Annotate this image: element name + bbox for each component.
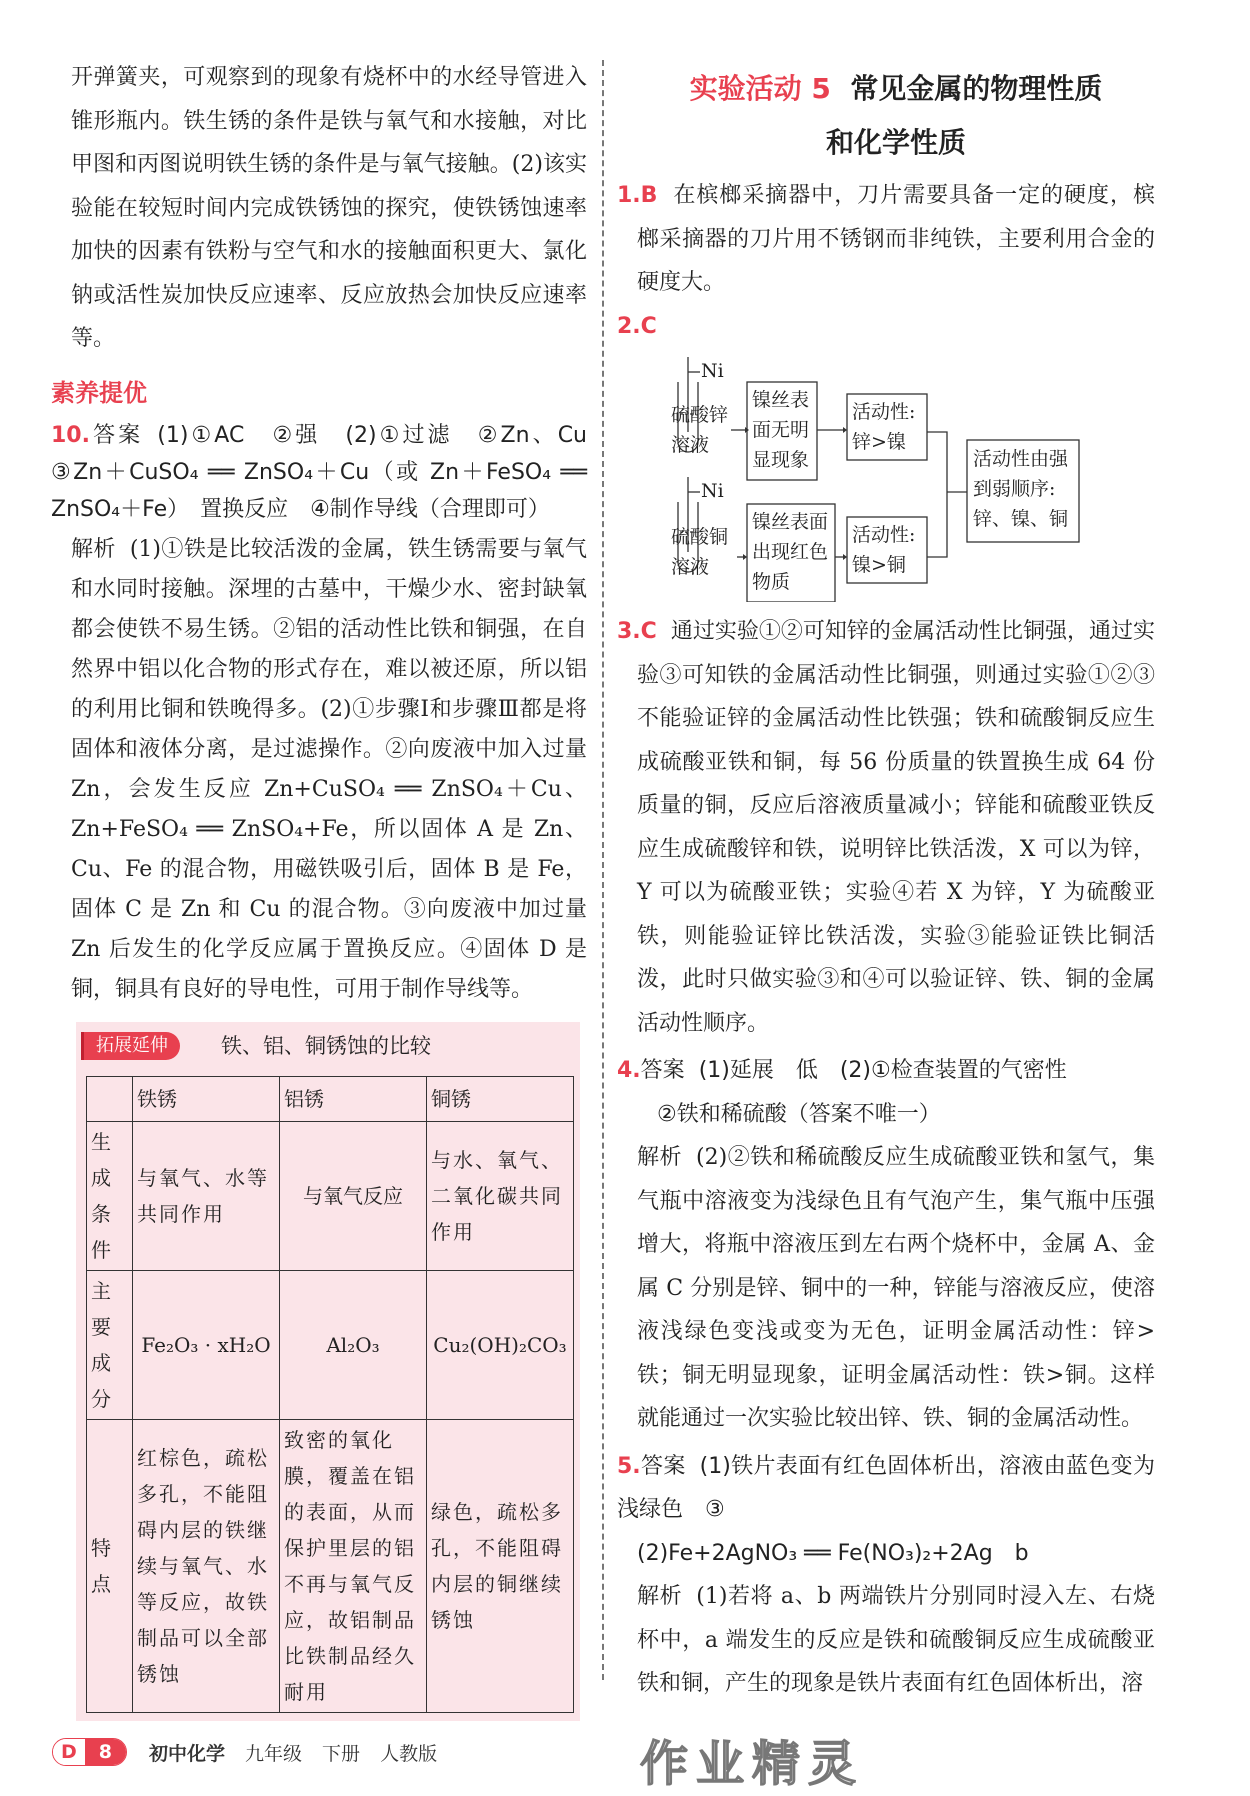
footer-subject: 初中化学 <box>149 1742 226 1765</box>
solution-label-1a: 硫酸锌 <box>671 404 729 426</box>
answer-label: 答案 <box>89 422 144 448</box>
table-cell: 与氧气、水等共同作用 <box>133 1121 280 1270</box>
footer-volume: 下册 <box>322 1742 361 1765</box>
solution-label-2a: 硫酸铜 <box>671 526 729 548</box>
q5-answer <box>617 1445 1155 1576</box>
title-line-2: 和化学性质 <box>825 126 966 159</box>
q1-number: 1.B <box>617 183 658 208</box>
analysis-label: 解析 <box>71 536 116 562</box>
analysis-label: 解析 <box>637 1145 683 1170</box>
analysis-label: 解析 <box>637 1584 683 1609</box>
table-header: 铜锈 <box>427 1076 574 1121</box>
q10-analysis <box>71 530 587 1010</box>
extension-tag: 拓展延伸 <box>81 1032 180 1060</box>
table-header: 铁锈 <box>133 1076 280 1121</box>
q1 <box>617 174 1155 305</box>
footer-grade: 九年级 <box>245 1742 303 1765</box>
result-2: 镍丝表面 出现红色 物质 <box>752 511 829 593</box>
q3-number: 3.C <box>617 619 657 644</box>
metal-label-2: Ni <box>701 480 724 502</box>
table-cell: 绿色，疏松多孔，不能阻碍内层的铜继续锈蚀 <box>427 1419 574 1712</box>
q10-number: 10. <box>51 422 90 448</box>
answer-label: 答案 <box>640 1453 686 1479</box>
q4-answer-line-2: ②铁和稀硫酸（答案不唯一） <box>657 1101 941 1127</box>
q2 <box>617 305 1155 349</box>
q10-answer-text: (1)①AC ②强 (2)①过滤 ②Zn、Cu ③Zn＋CuSO₄ ══ ZnSO₄＋Cu（或 Zn＋FeSO₄ ══ ZnSO₄＋Fe） 置换反应 ④制作导线（合理即可） <box>51 422 610 522</box>
q10-answer <box>51 417 610 528</box>
q5-analysis-text: (1)若将 a、b 两端铁片分别同时浸入左、右烧杯中，a 端发生的反应是铁和硫酸铜反应生成硫酸亚铁和铜，产生的现象是铁片表面有红色固体析出，溶 <box>637 1584 1155 1696</box>
q3 <box>617 610 1155 1045</box>
conclusion-1: 活动性: 锌>镍 <box>852 401 916 453</box>
left-column <box>51 56 610 1721</box>
watermark: 作业精灵 <box>640 1736 865 1792</box>
q3-text: 通过实验①②可知锌的金属活动性比铜强，通过实验③可知铁的金属活动性比铜强，则通过实验①②③不能验证锌的金属活动性比铁强；铁和硫酸铜反应生成硫酸亚铁和铜，每 56 份质量的铁置换生成 64 份质量的铜，反应后溶液质量减小；锌能和硫酸亚铁反应生成硫酸锌和铁，说明锌比铁活泼，X 可以为锌，Y 可以为硫酸亚铁；实验④若 X 为锌，Y 为硫酸亚铁，则能验证锌比铁活泼，实验③能验证铁比铜活泼，此时只做实验③和④可以验证锌、铁、铜的金属活动性顺序。 <box>637 619 1155 1036</box>
row-label: 主要成分 <box>87 1270 133 1419</box>
solution-label-2b: 溶液 <box>671 556 710 578</box>
extension-box <box>76 1022 580 1721</box>
q4-number: 4. <box>617 1058 641 1083</box>
result-1: 镍丝表 面无明 显现象 <box>752 389 810 471</box>
q4-answer <box>617 1049 1155 1136</box>
table-cell: 与氧气反应 <box>280 1121 427 1270</box>
table-row <box>87 1270 574 1419</box>
page-badge <box>52 1738 127 1766</box>
row-label: 生成条件 <box>87 1121 133 1270</box>
column-divider <box>602 60 604 1680</box>
q5-analysis <box>637 1575 1155 1706</box>
section-heading: 素养提优 <box>51 378 147 407</box>
rust-comparison-table <box>86 1076 574 1713</box>
q2-number: 2.C <box>617 313 657 339</box>
answer-label: 答案 <box>640 1058 685 1083</box>
q4-answer-line-1: (1)延展 低 (2)①检查装置的气密性 <box>698 1058 1067 1083</box>
table-header-row <box>87 1076 574 1121</box>
q1-text: 在槟榔采摘器中，刀片需要具备一定的硬度，槟榔采摘器的刀片用不锈钢而非纯铁，主要利用合金的硬度大。 <box>637 183 1155 295</box>
extension-title: 铁、铝、铜锈蚀的比较 <box>221 1033 431 1058</box>
q5-answer-line-2: (2)Fe+2AgNO₃ ══ Fe(NO₃)₂+2Ag b <box>637 1540 1029 1566</box>
activity-title <box>637 62 1155 170</box>
badge-letter: D <box>53 1739 85 1765</box>
table-row <box>87 1419 574 1712</box>
q5-answer-line-1: (1)铁片表面有红色固体析出，溶液由蓝色变为浅绿色 ③ <box>617 1453 1155 1522</box>
footer-edition: 人教版 <box>380 1742 438 1765</box>
table-cell: 红棕色，疏松多孔，不能阻碍内层的铁继续与氧气、水等反应，故铁制品可以全部锈蚀 <box>133 1419 280 1712</box>
q4-analysis <box>637 1136 1155 1441</box>
row-label: 特点 <box>87 1419 133 1712</box>
q5-number: 5. <box>617 1453 641 1479</box>
table-cell: 与水、氧气、二氧化碳共同作用 <box>427 1121 574 1270</box>
q10-analysis-text: (1)①铁是比较活泼的金属，铁生锈需要与氧气和水同时接触。深埋的古墓中，干燥少水、密封缺氧都会使铁不易生锈。②铝的活动性比铁和铜强，在自然界中铝以化合物的形式存在，难以被还原，所以铝的利用比铜和铁晚得多。(2)①步骤Ⅰ和步骤Ⅲ都是将固体和液体分离，是过滤操作。②向废液中加入过量 Zn，会发生反应 Zn+CuSO₄ ══ ZnSO₄＋Cu、Zn+FeSO₄ ══ ZnSO₄+Fe，所以固体 A 是 Zn、Cu、Fe 的混合物，用磁铁吸引后，固体 B 是 Fe，固体 C 是 Zn 和 Cu 的混合物。③向废液中加过量 Zn 后发生的化学反应属于置换反应。④固体 D 是铜，铜具有良好的导电性，可用于制作导线等。 <box>71 536 587 1002</box>
final-conclusion: 活动性由强 到弱顺序: 锌、镍、铜 <box>973 448 1069 530</box>
table-header <box>87 1076 133 1121</box>
conclusion-2: 活动性: 镍>铜 <box>852 524 916 576</box>
page-footer <box>52 1738 457 1766</box>
title-line-1: 常见金属的物理性质 <box>850 72 1103 105</box>
solution-label-1b: 溶液 <box>671 434 710 456</box>
table-cell: Fe₂O₃ · xH₂O <box>133 1270 280 1419</box>
table-cell: Al₂O₃ <box>280 1270 427 1419</box>
page-number: 8 <box>85 1739 126 1765</box>
experiment-diagram <box>637 352 1155 602</box>
right-column <box>617 62 1155 1706</box>
q4-analysis-text: (2)②铁和稀硫酸反应生成硫酸亚铁和氢气，集气瓶中溶液变为浅绿色且有气泡产生，集气瓶中压强增大，将瓶中溶液压到左右两个烧杯中，金属 A、金属 C 分别是锌、铜中的一种，锌能与溶液反应，使溶液浅绿色变浅或变为无色，证明金属活动性：锌>铁；铜无明显现象，证明金属活动性：铁>铜。这样就能通过一次实验比较出锌、铁、铜的金属活动性。 <box>637 1145 1155 1431</box>
activity-number: 实验活动 5 <box>689 72 831 105</box>
metal-label-1: Ni <box>701 360 724 382</box>
table-row <box>87 1121 574 1270</box>
table-header: 铝锈 <box>280 1076 427 1121</box>
table-cell: Cu₂(OH)₂CO₃ <box>427 1270 574 1419</box>
intro-paragraph: 开弹簧夹，可观察到的现象有烧杯中的水经导管进入锥形瓶内。铁生锈的条件是铁与氧气和水接触，对比甲图和丙图说明铁生锈的条件是与氧气接触。(2)该实验能在较短时间内完成铁锈蚀的探究，使铁锈蚀速率加快的因素有铁粉与空气和水的接触面积更大、氯化钠或活性炭加快反应速率、反应放热会加快反应速率等。 <box>71 65 587 351</box>
table-cell: 致密的氧化膜，覆盖在铝的表面，从而保护里层的铝不再与氧气反应，故铝制品比铁制品经久耐用 <box>280 1419 427 1712</box>
